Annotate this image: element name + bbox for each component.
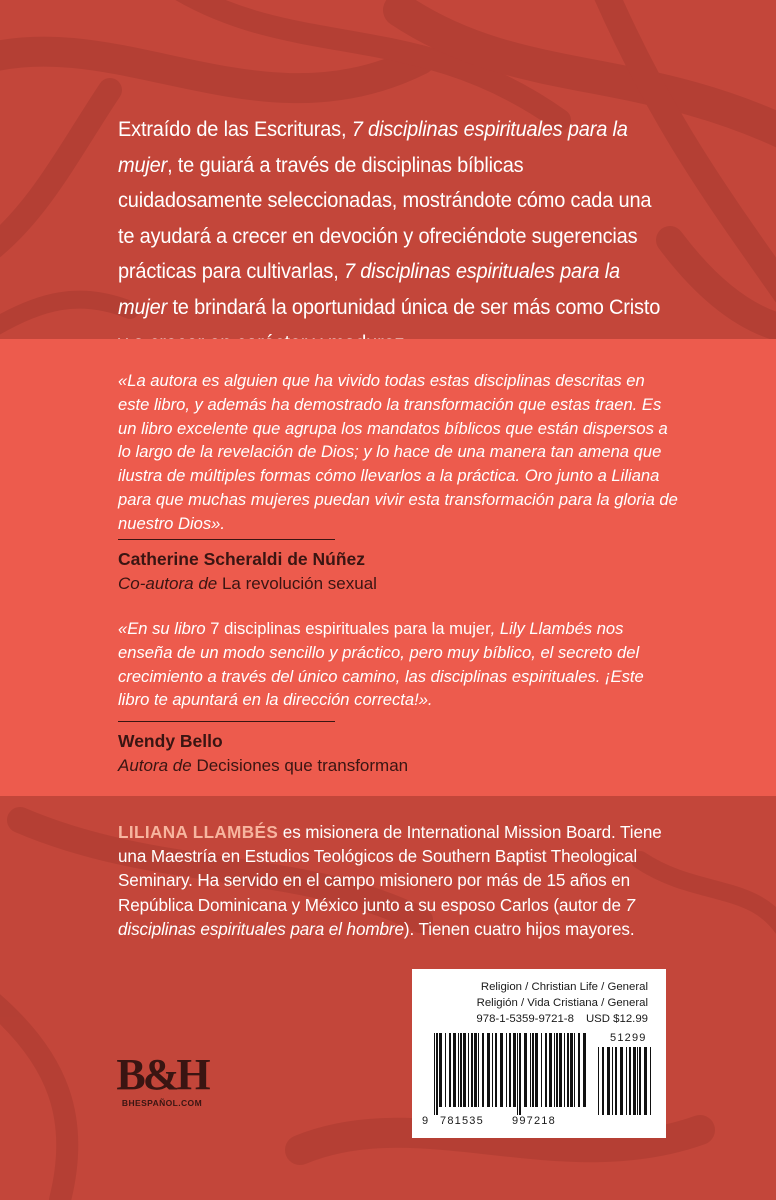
- category-english: Religion / Christian Life / General: [480, 981, 648, 993]
- barcode-bar: [445, 1033, 446, 1107]
- barcode-bar: [482, 1033, 484, 1107]
- barcode-bar: [513, 1033, 516, 1107]
- barcode-bar: [559, 1033, 562, 1107]
- intro-text-3: te brindará la oportunidad única de ser más como Cristo: [172, 294, 661, 319]
- barcode-bar: [478, 1033, 479, 1107]
- barcode-bar: [626, 1047, 627, 1115]
- barcode-bar: [554, 1033, 555, 1107]
- quote-2-text-b: , Lily Llambés nos enseña de un modo sencillo y práctico, pero muy bíblico, el secreto del crecimiento a través del único camino, las disciplinas espirituales. ¡Este libro te apuntará en la dirección correcta!».: [118, 619, 644, 710]
- endorser-name-2: Wendy Bello: [118, 731, 223, 751]
- barcode-bar: [612, 1047, 613, 1115]
- barcode-panel: [412, 969, 666, 1138]
- barcode-digits-left: 781535: [440, 1115, 484, 1127]
- publisher-logo: B&H: [116, 1050, 208, 1099]
- barcode-bar: [517, 1033, 518, 1115]
- endorser-work-2: Decisiones que transforman: [196, 756, 409, 775]
- barcode-bar: [449, 1033, 451, 1107]
- endorser-role-1: [118, 574, 377, 594]
- barcode-bar: [578, 1033, 580, 1107]
- endorsement-quote-1: «La autora es alguien que ha vivido todas estas disciplinas descritas en este libro, y además ha demostrado la transformación que estas traen. Es un libro excelente que agrupa los mandatos bíblicos que están dispersos a lo largo de la revelación de Dios; y lo hace de una manera tan amena que ilustra de múltiples formas cómo llevarlos a la práctica. Oro junto a Liliana para que muchas mujeres puedan vivir esta transformación para la gloria de nuestro Dios».: [118, 371, 678, 533]
- barcode-bar: [436, 1033, 438, 1115]
- barcode-bar: [583, 1033, 586, 1107]
- barcode-bar: [639, 1047, 641, 1115]
- barcode-bar: [439, 1033, 442, 1107]
- price: USD $12.99: [585, 1013, 648, 1025]
- barcode-digits-right: 997218: [512, 1115, 556, 1127]
- barcode-bar: [570, 1033, 573, 1107]
- barcode-bar: [644, 1047, 647, 1115]
- intro-book-title-2: 7 disciplinas espirituales para la mujer: [118, 259, 620, 319]
- barcode-bar: [567, 1033, 569, 1107]
- barcode-bar: [453, 1033, 456, 1107]
- barcode-bar: [615, 1047, 617, 1115]
- publisher-url: BHESPAÑOL.COM: [121, 1098, 203, 1108]
- barcode-bar: [460, 1033, 462, 1107]
- intro-paragraph: [118, 112, 665, 361]
- barcode-bar: [574, 1033, 575, 1107]
- barcode-bar: [471, 1033, 473, 1107]
- barcode-bar: [633, 1047, 636, 1115]
- barcode-bar: [492, 1033, 493, 1107]
- barcode-bar: [506, 1033, 507, 1107]
- endorser-work-1: La revolución sexual: [221, 574, 377, 593]
- barcode-bar: [524, 1033, 527, 1107]
- barcode-bar: [434, 1033, 435, 1115]
- barcode-bar: [532, 1033, 534, 1107]
- barcode-bar: [474, 1033, 477, 1107]
- barcode-bar: [468, 1033, 469, 1107]
- category-spanish: Religión / Vida Cristiana / General: [476, 997, 648, 1009]
- endorser-role-lead-1: Co-autora de: [118, 574, 222, 593]
- quote-divider-1: [118, 539, 335, 540]
- isbn: 978-1-5359-9721-8: [476, 1013, 574, 1025]
- barcode-bar: [463, 1033, 466, 1107]
- intro-text-1: Extraído de las Escrituras,: [118, 117, 352, 141]
- quote-2-text-a: «En su libro: [118, 619, 211, 638]
- barcode-bar: [602, 1047, 604, 1115]
- bio-text-b: ). Tienen cuatro hijos mayores.: [403, 919, 635, 939]
- intro-text-2: , te guiará a través de disciplinas bíblicas cuidadosamente seleccionadas, mostrándote cómo cada una te ayudará a crecer en devoción y ofreciéndote sugerencias prácticas para cultivarlas,: [118, 152, 652, 284]
- barcode-bar: [564, 1033, 565, 1107]
- author-name: LILIANA LLAMBÉS: [118, 823, 279, 842]
- endorser-role-2: [118, 756, 408, 776]
- endorser-role-lead-2: Autora de: [118, 756, 197, 775]
- intro-book-title-1: 7 disciplinas espirituales para la mujer: [118, 117, 628, 177]
- barcode-addon-digits: 51299: [610, 1032, 647, 1044]
- barcode-bar: [620, 1047, 623, 1115]
- barcode-bar: [629, 1047, 631, 1115]
- barcode-bar: [541, 1033, 542, 1107]
- barcode-bar: [458, 1033, 459, 1107]
- barcode-bar: [509, 1033, 511, 1107]
- barcode-bar: [519, 1033, 521, 1115]
- barcode-bar: [530, 1033, 531, 1107]
- quote-2-book: 7 disciplinas espirituales para la mujer: [210, 619, 491, 638]
- barcode-digit-first: 9: [422, 1115, 430, 1127]
- barcode-bar: [556, 1033, 558, 1107]
- barcode-graphic: [412, 969, 666, 1138]
- barcode-bar: [637, 1047, 638, 1115]
- barcode-bar: [500, 1033, 503, 1107]
- endorsement-quote-2: [118, 617, 678, 712]
- barcode-bar: [549, 1033, 552, 1107]
- quote-divider-2: [118, 721, 335, 722]
- barcode-bar: [495, 1033, 497, 1107]
- barcode-bar: [607, 1047, 610, 1115]
- bio-book-title: 7 disciplinas espirituales para el hombre: [118, 895, 635, 939]
- barcode-bar: [487, 1033, 490, 1107]
- author-bio: [118, 821, 678, 942]
- bio-text-a: es misionera de International Mission Board. Tiene una Maestría en Estudios Teológicos de Southern Baptist Theological Seminary. Ha servido en el campo misionero por más de 15 años en República Dominicana y México junto a su esposo Carlos (autor de: [118, 823, 662, 915]
- barcode-bar: [535, 1033, 538, 1107]
- barcode-bar: [650, 1047, 651, 1115]
- barcode-bar: [545, 1033, 547, 1107]
- barcode-bar: [598, 1047, 599, 1115]
- endorser-name-1: Catherine Scheraldi de Núñez: [118, 549, 366, 569]
